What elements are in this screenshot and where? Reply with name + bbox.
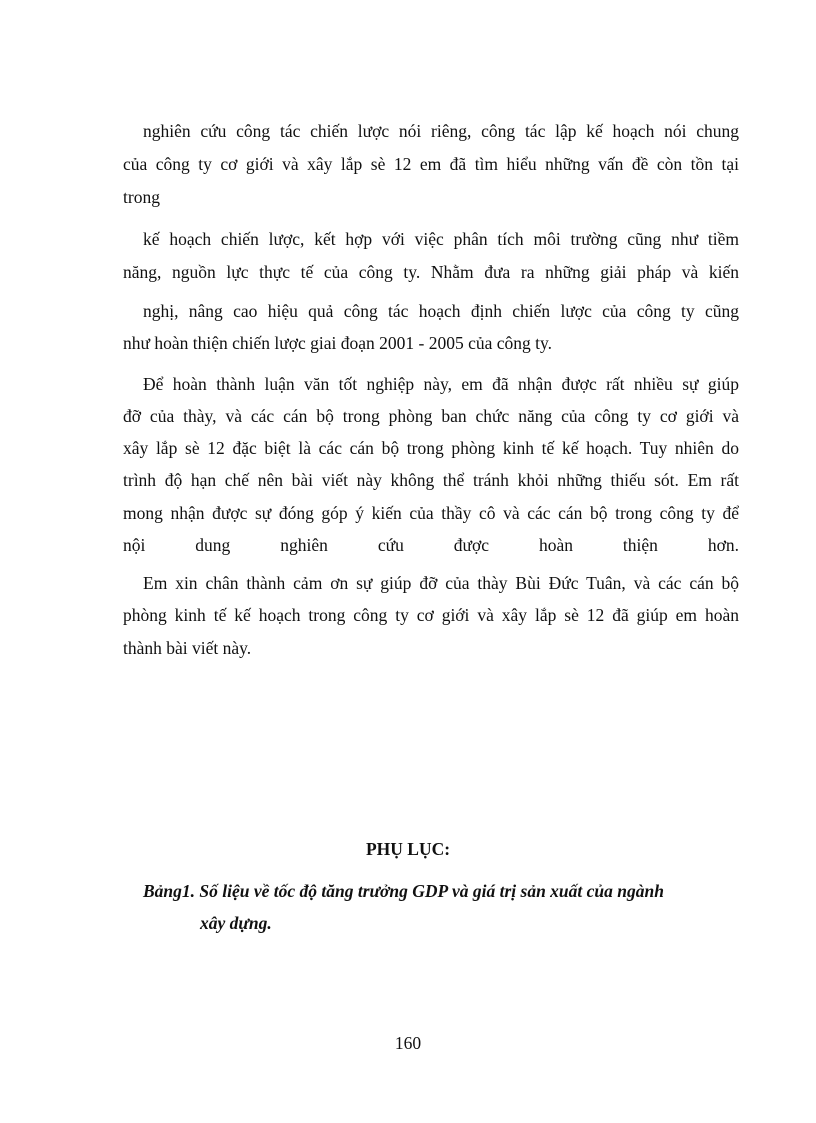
body-line-7: như hoàn thiện chiến lược giai đoạn 2001 - 2005 của công ty. [123,333,552,353]
body-line-6: nghị, nâng cao hiệu quả công tác hoạch định chiến lược của công ty cũng [143,301,739,321]
body-line-13: nội dung nghiên cứu được hoàn thiện hơn. [123,535,739,555]
appendix-heading: PHỤ LỤC: [365,839,451,859]
table-caption-line-1: Bảng1. Số liệu về tốc độ tăng trưởng GDP và giá trị sản xuất của ngành [143,881,664,901]
body-line-3: trong [123,187,160,207]
table-caption-line-2: xây dựng. [200,913,272,933]
body-line-4: kế hoạch chiến lược, kết hợp với việc phân tích môi trường cũng như tiềm [143,229,739,249]
body-line-15: phòng kinh tế kế hoạch trong công ty cơ giới và xây lắp sè 12 đã giúp em hoàn [123,605,739,625]
body-line-5: năng, nguồn lực thực tế của công ty. Nhằm đưa ra những giải pháp và kiến [123,262,739,282]
body-line-16: thành bài viết này. [123,638,252,658]
body-line-1: nghiên cứu công tác chiến lược nói riêng, công tác lập kế hoạch nói chung [143,121,739,141]
body-line-9: đỡ của thày, và các cán bộ trong phòng ban chức năng của công ty cơ giới và [123,406,739,426]
body-line-11: trình độ hạn chế nên bài viết này không thể tránh khỏi những thiếu sót. Em rất [123,470,739,490]
body-line-12: mong nhận được sự đóng góp ý kiến của thầy cô và các cán bộ trong công ty để [123,503,739,523]
page-number: 160 [394,1033,422,1053]
body-line-10: xây lắp sè 12 đặc biệt là các cán bộ trong phòng kinh tế kế hoạch. Tuy nhiên do [123,438,739,458]
body-line-8: Để hoàn thành luận văn tốt nghiệp này, em đã nhận được rất nhiều sự giúp [143,374,739,394]
body-line-14: Em xin chân thành cảm ơn sự giúp đỡ của thày Bùi Đức Tuân, và các cán bộ [143,573,739,593]
body-line-2: của công ty cơ giới và xây lắp sè 12 em đã tìm hiểu những vấn đề còn tồn tại [123,154,739,174]
